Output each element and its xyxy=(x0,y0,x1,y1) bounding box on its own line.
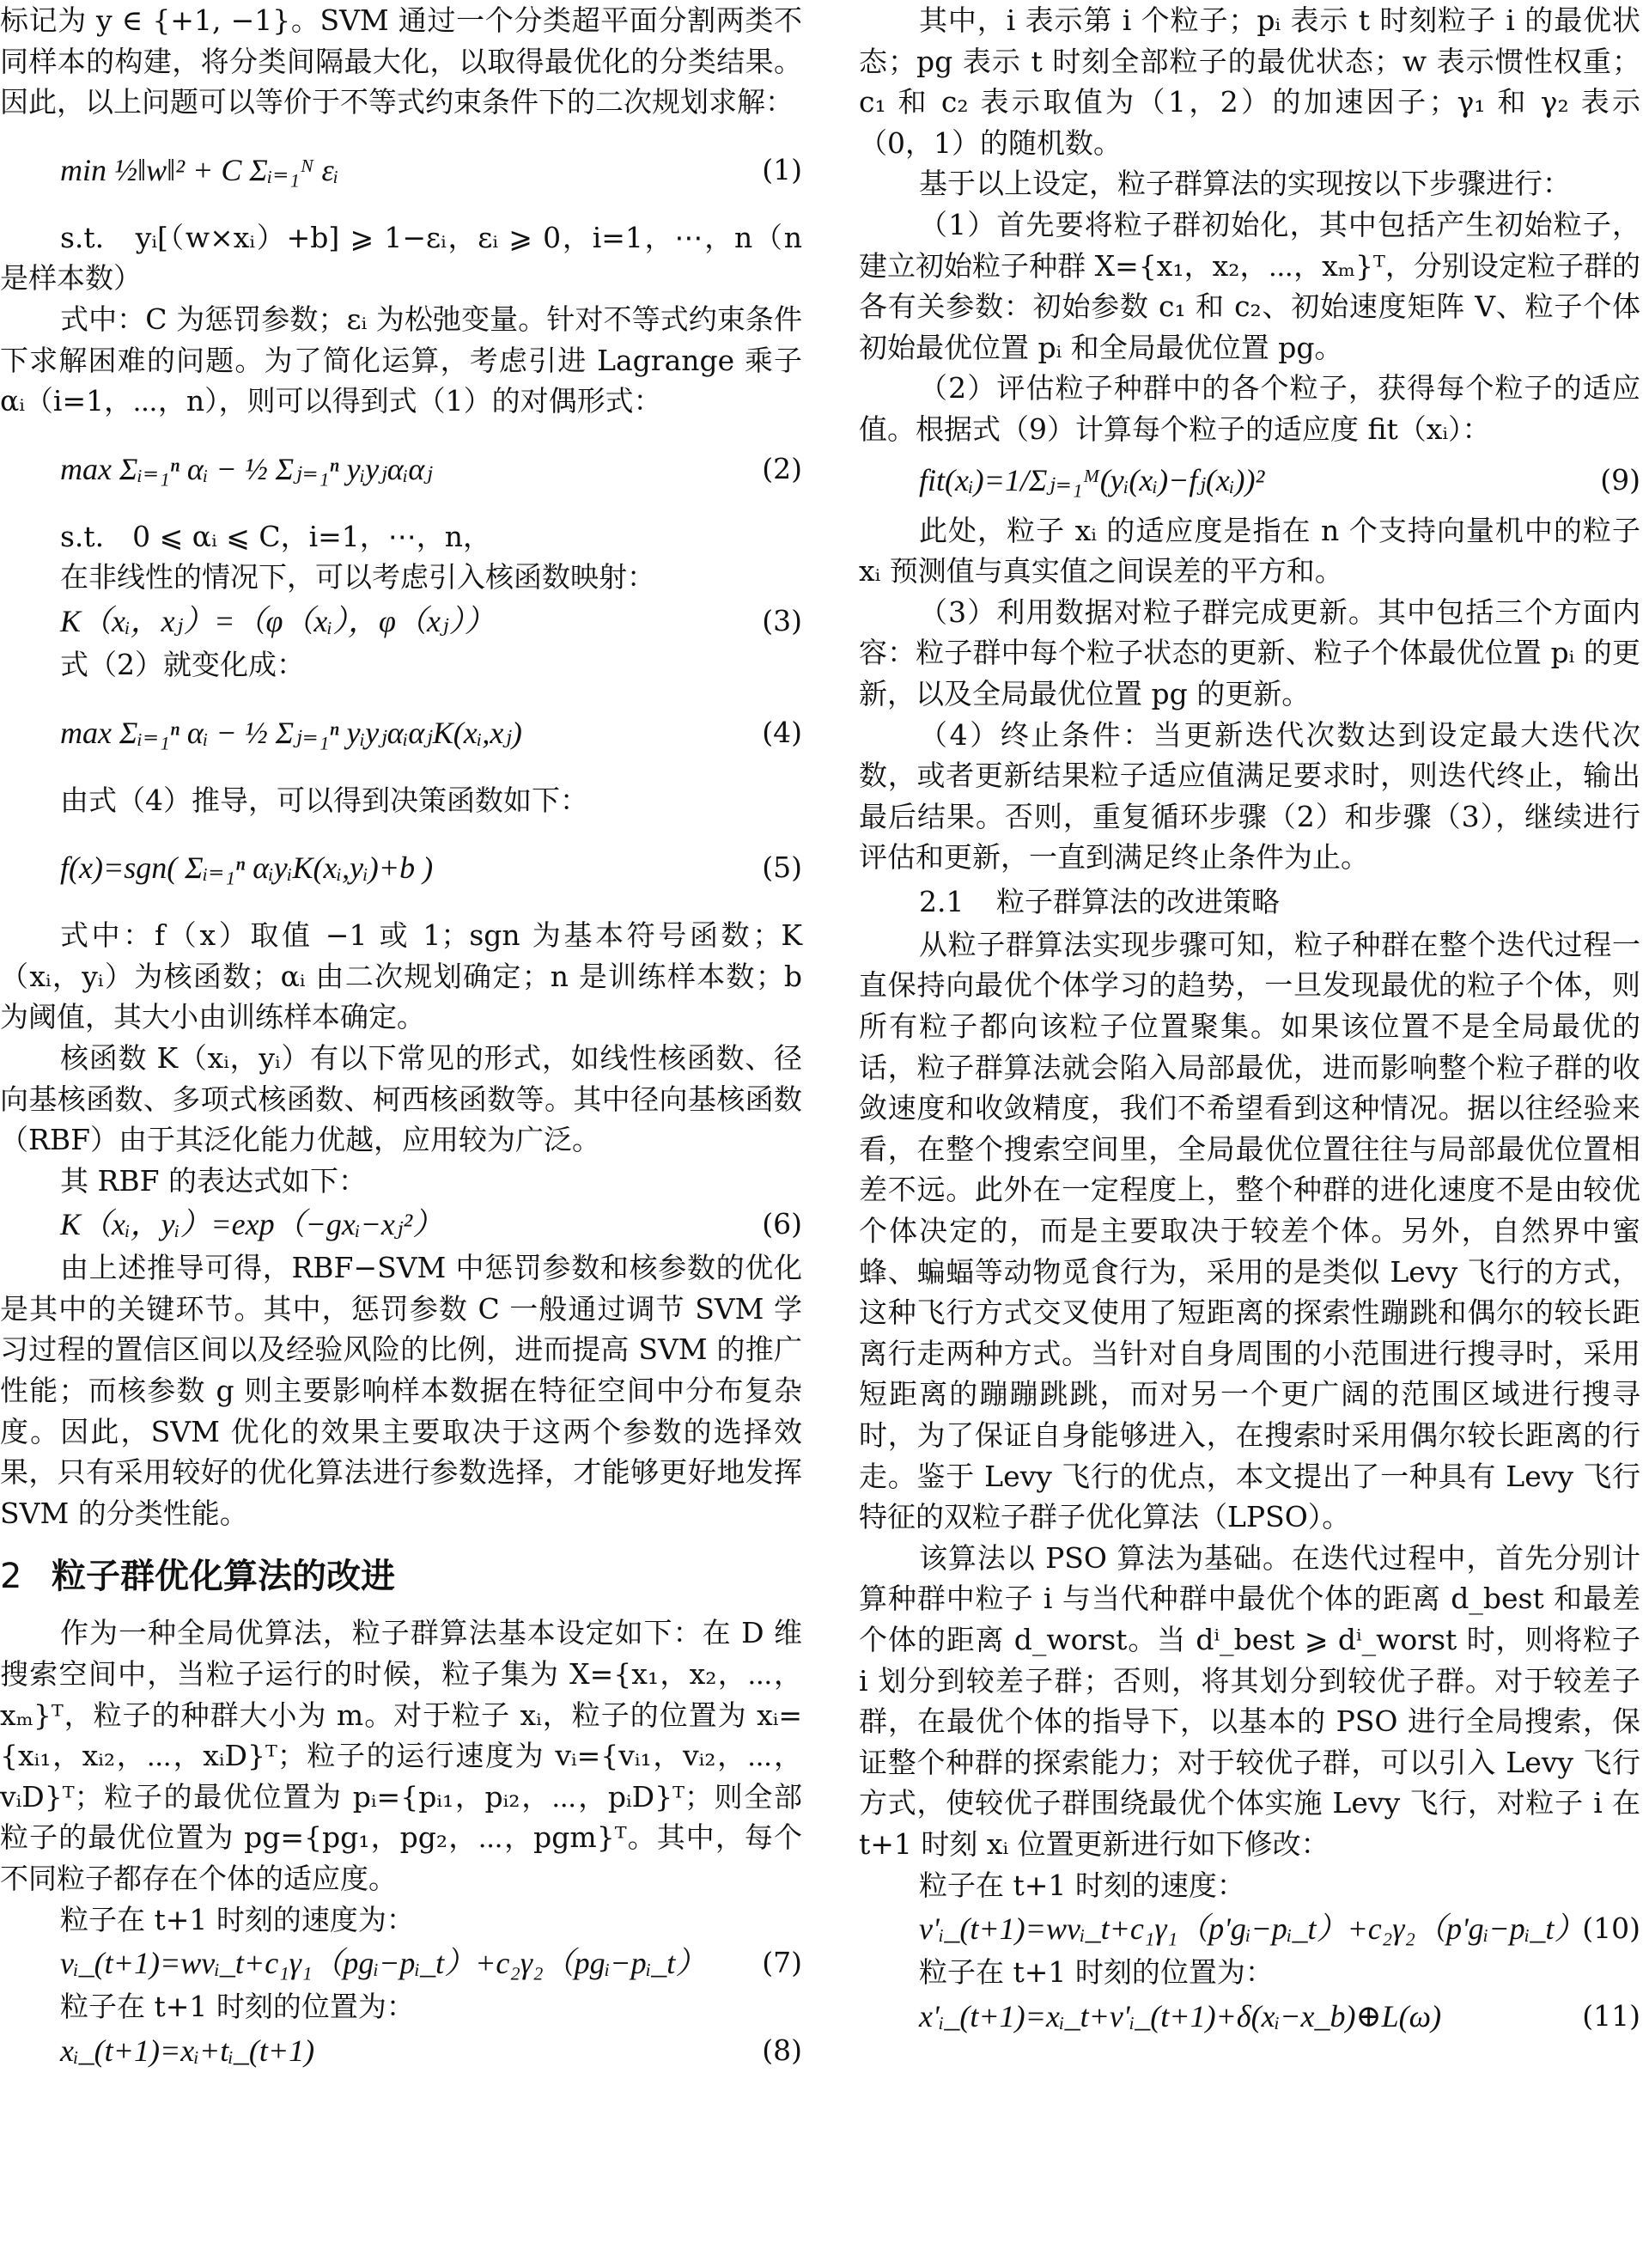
equation-3-body: K（xᵢ，xⱼ）=（φ（xᵢ），φ（xⱼ）） xyxy=(60,603,496,638)
equation-4-number: (4) xyxy=(762,715,802,749)
rbf-intro: 其 RBF 的表达式如下： xyxy=(60,1163,367,1198)
section-2-1-title: 粒子群算法的改进策略 xyxy=(996,884,1280,918)
equation-8-body: xᵢ_(t+1)=xᵢ+tᵢ_(t+1) xyxy=(60,2033,315,2068)
position-intro: 粒子在 t+1 时刻的位置为： xyxy=(60,1990,415,2024)
equation-1 xyxy=(0,123,802,217)
equation-8 xyxy=(0,2027,802,2074)
symbol-definitions-paragraph: 其中，i 表示第 i 个粒子；pᵢ 表示 t 时刻粒子 i 的最优状态；pg 表示 t 时刻全部粒子的最优状态；w 表示惯性权重；c₁ 和 c₂ 表示取值为（1，2）的加速因子；γ₁ 和 γ₂ 表示（0，1）的随机数。 xyxy=(859,3,1640,160)
position-intro-2: 粒子在 t+1 时刻的位置为： xyxy=(919,1955,1274,1990)
step-2: （2）评估粒子种群中的各个粒子，获得每个粒子的适应值。根据式（9）计算每个粒子的适应度 fit（xᵢ）： xyxy=(859,371,1640,446)
variables-paragraph: 式中：C 为惩罚参数；εᵢ 为松弛变量。针对不等式约束条件下求解困难的问题。为了简化运算，考虑引进 Lagrange 乘子 αᵢ（i=1，⋯，n），则可以得到式（1）的对偶形式： xyxy=(0,302,802,418)
equation-9-body: fit(xᵢ)=1/Σⱼ₌₁ᴹ(yᵢ(xᵢ)−fⱼ(xᵢ))² xyxy=(919,462,1265,497)
equation-4-body: max Σᵢ₌₁ⁿ αᵢ − ½ Σⱼ₌₁ⁿ yᵢyⱼαᵢαⱼK(xᵢ,xⱼ) xyxy=(60,715,522,750)
step-3: （3）利用数据对粒子群完成更新。其中包括三个方面内容：粒子群中每个粒子状态的更新、粒子个体最优位置 pᵢ 的更新，以及全局最优位置 pg 的更新。 xyxy=(859,594,1640,710)
equation-11-number: (11) xyxy=(1582,1998,1640,2033)
equation-9 xyxy=(859,450,1640,510)
lpso-paragraph: 该算法以 PSO 算法为基础。在迭代过程中，首先分别计算种群中粒子 i 与当代种群中最优个体的距离 d_best 和最差个体的距离 d_worst。当 dⁱ_best ⩾ dⁱ_worst 时，则将粒子 i 划分到较差子群；否则，将其划分到较优子群。对于较差子群，在最优个体的指导下，以基本的 PSO 进行全局搜索，保证整个种群的探索能力；对于较优子群，可以引入 Levy 飞行方式，使较优子群围绕最优个体实施 Levy 飞行，对粒子 i 在 t+1 时刻 xᵢ 位置更新进行如下修改： xyxy=(859,1540,1640,1861)
equation-1-number: (1) xyxy=(762,152,802,186)
pso-setup-paragraph: 作为一种全局优算法，粒子群算法基本设定如下：在 D 维搜索空间中，当粒子运行的时候，粒子集为 X={x₁，x₂，⋯，xₘ}ᵀ，粒子的种群大小为 m。对于粒子 xᵢ，粒子的位置为 xᵢ={xᵢ₁，xᵢ₂，⋯，xᵢD}ᵀ；粒子的运行速度为 vᵢ={vᵢ₁，vᵢ₂，⋯，vᵢD}ᵀ；粒子的最优位置为 pᵢ={pᵢ₁，pᵢ₂，⋯，pᵢD}ᵀ；则全部粒子的最优位置为 pg={pg₁，pg₂，⋯，pgm}ᵀ。其中，每个不同粒子都存在个体的适应度。 xyxy=(0,1616,802,1895)
decision-function-paragraph: 式中：f（x）取值 −1 或 1；sgn 为基本符号函数；K（xᵢ，yᵢ）为核函数；αᵢ 由二次规划确定；n 是训练样本数；b 为阈值，其大小由训练样本确定。 xyxy=(0,918,802,1034)
equation-5 xyxy=(0,820,802,915)
constraint-1: s.t. yᵢ[（w×xᵢ）+b] ⩾ 1−εᵢ，εᵢ ⩾ 0，i=1，⋯，n（n 是样本数） xyxy=(0,220,802,296)
equation-4 xyxy=(0,686,802,780)
equation-2 xyxy=(0,422,802,516)
decision-function-intro: 由式（4）推导，可以得到决策函数如下： xyxy=(60,783,588,817)
equation-10-number: (10) xyxy=(1582,1911,1640,1946)
left-column xyxy=(0,0,802,2074)
right-column xyxy=(859,0,1640,2039)
fitness-paragraph: 此处，粒子 xᵢ 的适应度是指在 n 个支持向量机中的粒子 xᵢ 预测值与真实值之间误差的平方和。 xyxy=(859,513,1640,588)
section-2-number: 2 xyxy=(0,1557,22,1597)
equation-3-number: (3) xyxy=(762,603,802,637)
velocity-intro-2: 粒子在 t+1 时刻的速度： xyxy=(919,1868,1245,1902)
section-2-heading xyxy=(0,1552,802,1600)
rbf-svm-paragraph: 由上述推导可得，RBF−SVM 中惩罚参数和核参数的优化是其中的关键环节。其中，惩罚参数 C 一般通过调节 SVM 学习过程的置信区间以及经验风险的比例，进而提高 SVM 的推广性能；而核参数 g 则主要影响样本数据在特征空间中分布复杂度。因此，SVM 优化的效果主要取决于这两个参数的选择效果，只有采用较好的优化算法进行参数选择，才能够更好地发挥 SVM 的分类性能。 xyxy=(0,1251,802,1530)
kernel-paragraph: 核函数 K（xᵢ，yᵢ）有以下常见的形式，如线性核函数、径向基核函数、多项式核函数、柯西核函数等。其中径向基核函数（RBF）由于其泛化能力优越，应用较为广泛。 xyxy=(0,1040,802,1157)
velocity-intro: 粒子在 t+1 时刻的速度为： xyxy=(60,1902,415,1936)
nonlinear-paragraph: 在非线性的情况下，可以考虑引入核函数映射： xyxy=(60,560,655,594)
section-2-1-number: 2.1 xyxy=(919,884,964,918)
equation-2-number: (2) xyxy=(762,451,802,485)
section-2-1-heading xyxy=(859,880,1640,924)
equation-7-number: (7) xyxy=(762,1946,802,1980)
section-2-title: 粒子群优化算法的改进 xyxy=(52,1557,395,1597)
equation-7 xyxy=(0,1940,802,1986)
step-1: （1）首先要将粒子群初始化，其中包括产生初始粒子，建立初始粒子种群 X={x₁，x₂，⋯，xₘ}ᵀ，分别设定粒子群的各有关参数：初始参数 c₁ 和 c₂、初始速度矩阵 V、粒子个体初始最优位置 pᵢ 和全局最优位置 pg。 xyxy=(859,207,1640,364)
equation-10-body: v'ᵢ_(t+1)=wvᵢ_t+c₁γ₁（p'gᵢ−pᵢ_t）+c₂γ₂（p'gᵢ−pᵢ_t） xyxy=(919,1911,1585,1947)
equation-10 xyxy=(859,1905,1640,1952)
equation-3 xyxy=(0,598,802,644)
equation-1-body: min ½‖w‖² + C Σᵢ₌₁ᴺ εᵢ xyxy=(60,152,339,187)
equation-8-number: (8) xyxy=(762,2033,802,2067)
equation-7-body: vᵢ_(t+1)=wvᵢ_t+c₁γ₁（pgᵢ−pᵢ_t）+c₂γ₂（pgᵢ−pᵢ_t） xyxy=(60,1946,707,1981)
improvement-paragraph: 从粒子群算法实现步骤可知，粒子种群在整个迭代过程一直保持向最优个体学习的趋势，一旦发现最优的粒子个体，则所有粒子都向该粒子位置聚集。如果该位置不是全局最优的话，粒子群算法就会陷入局部最优，进而影响整个粒子群的收敛速度和收敛精度，我们不希望看到这种情况。据以往经验来看，在整个搜索空间里，全局最优位置往往与局部最优位置相差不远。此外在一定程度上，整个种群的进化速度不是由较优个体决定的，而是主要取决于较差个体。另外，自然界中蜜蜂、蝙蝠等动物觅食行为，采用的是类似 Levy 飞行的方式，这种飞行方式交叉使用了短距离的探索性蹦跳和偶尔的较长距离行走两种方式。当针对自身周围的小范围进行搜寻时，采用短距离的蹦蹦跳跳，而对另一个更广阔的范围区域进行搜寻时，为了保证自身能够进入，在搜索时采用偶尔较长距离的行走。鉴于 Levy 飞行的优点，本文提出了一种具有 Levy 飞行特征的双粒子群子优化算法（LPSO）。 xyxy=(859,927,1640,1534)
constraint-2: s.t. 0 ⩽ αᵢ ⩽ C，i=1，⋯，n， xyxy=(60,519,492,553)
equation-9-number: (9) xyxy=(1600,462,1640,497)
equation-11-body: x'ᵢ_(t+1)=xᵢ_t+v'ᵢ_(t+1)+δ(xᵢ−x_b)⊕L(ω) xyxy=(919,1998,1442,2033)
equation-6-number: (6) xyxy=(762,1207,802,1241)
steps-intro: 基于以上设定，粒子群算法的实现按以下步骤进行： xyxy=(919,167,1571,201)
intro-paragraph: 标记为 y ∈ {+1, −1}。SVM 通过一个分类超平面分割两类不同样本的构建，将分类间隔最大化，以取得最优化的分类结果。因此，以上问题可以等价于不等式约束条件下的二次规划求解： xyxy=(0,3,802,119)
eq2-change-paragraph: 式（2）就变化成： xyxy=(60,647,305,681)
equation-5-number: (5) xyxy=(762,850,802,885)
equation-11 xyxy=(859,1993,1640,2039)
equation-6-body: K（xᵢ，yᵢ）=exp（−gxᵢ−xⱼ²） xyxy=(60,1207,444,1242)
step-4: （4）终止条件：当更新迭代次数达到设定最大迭代次数，或者更新结果粒子适应值满足要求时，则迭代终止，输出最后结果。否则，重复循环步骤（2）和步骤（3），继续进行评估和更新，一直到满足终止条件为止。 xyxy=(859,717,1640,875)
equation-6 xyxy=(0,1201,802,1247)
equation-5-body: f(x)=sgn( Σᵢ₌₁ⁿ αᵢyᵢK(xᵢ,yᵢ)+b ) xyxy=(60,850,434,886)
equation-2-body: max Σᵢ₌₁ⁿ αᵢ − ½ Σⱼ₌₁ⁿ yᵢyⱼαᵢαⱼ xyxy=(60,451,433,486)
